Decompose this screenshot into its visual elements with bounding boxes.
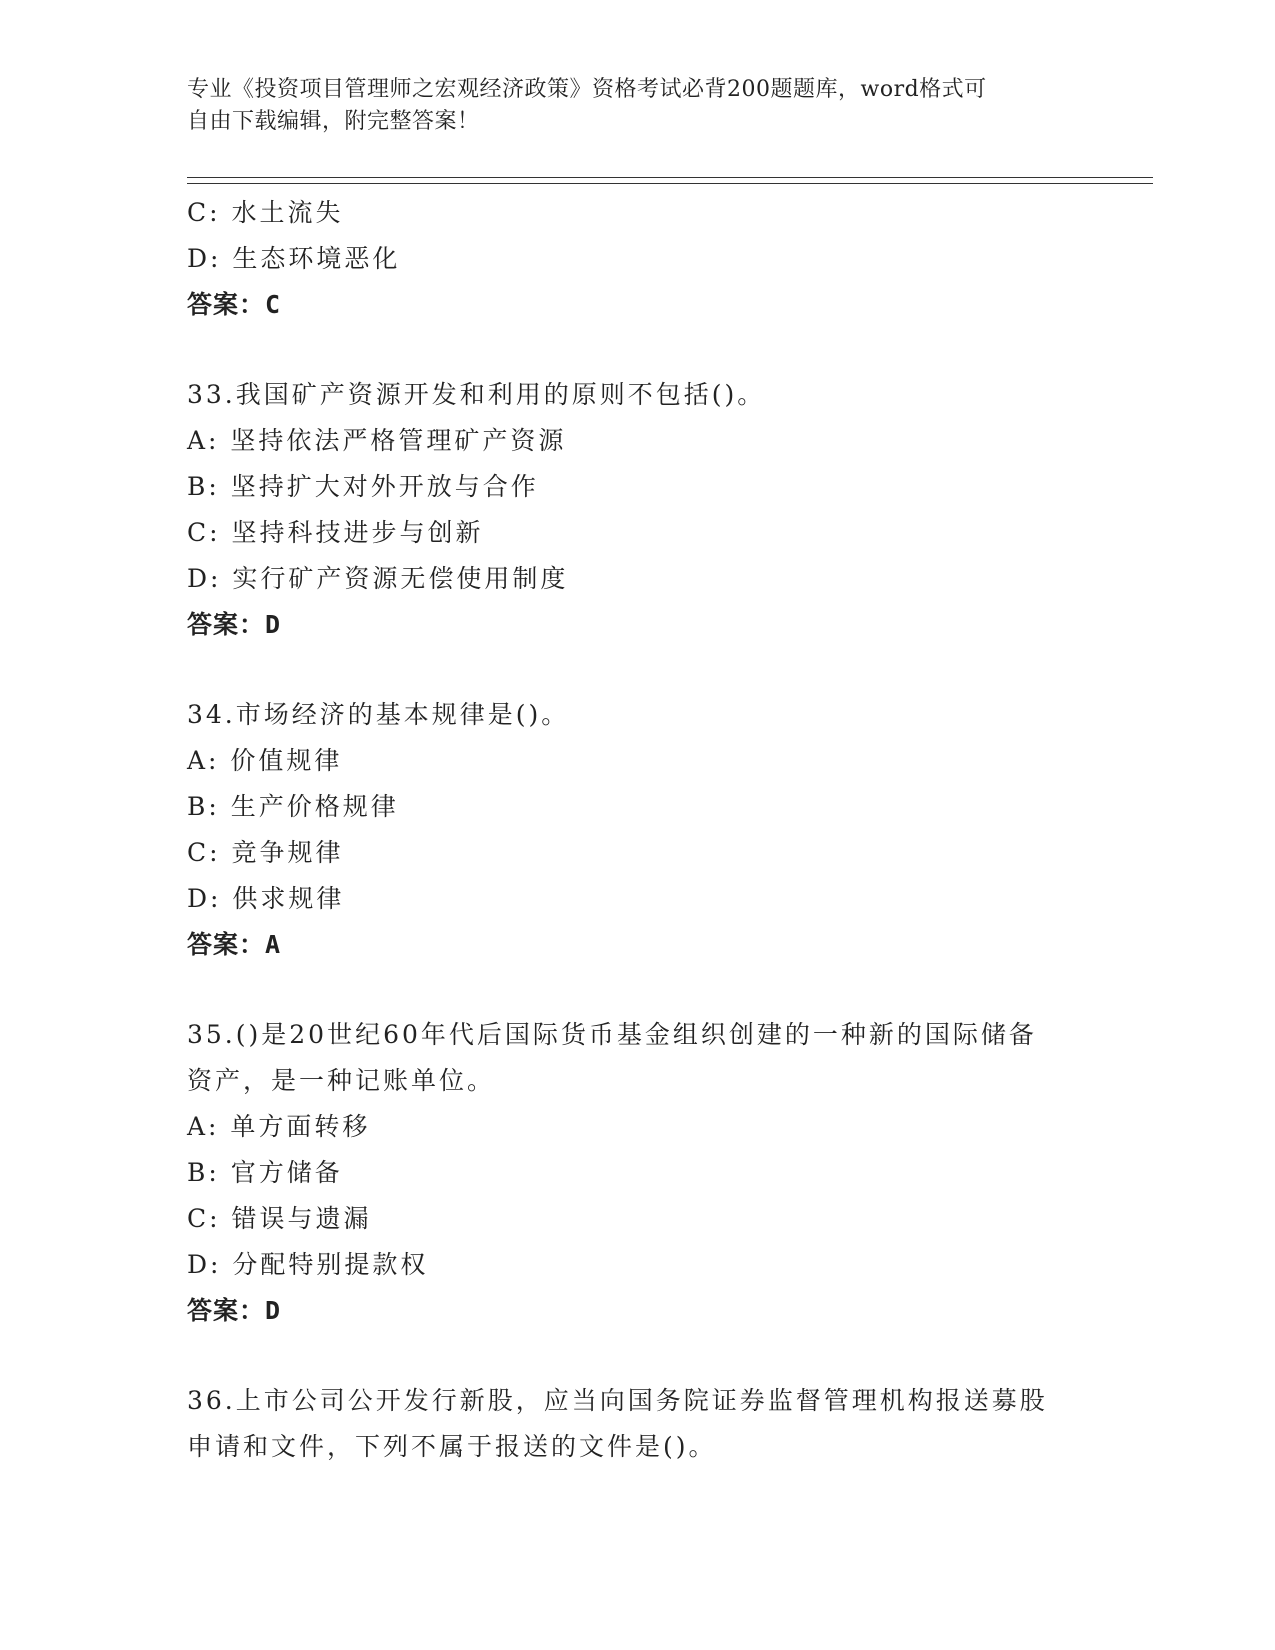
answer-value: D (265, 1296, 281, 1325)
question-text-line-1: 36.上市公司公开发行新股，应当向国务院证券监督管理机构报送募股 (187, 1386, 1048, 1415)
question-text: 33.我国矿产资源开发和利用的原则不包括()。 (187, 380, 766, 409)
answer-label: 答案： (187, 610, 266, 639)
question-text-line-1: 35.()是20世纪60年代后国际货币基金组织创建的一种新的国际储备 (187, 1020, 1037, 1049)
option-c: C: 水土流失 (187, 198, 344, 227)
answer-value: C (265, 290, 281, 319)
header-line-1: 专业《投资项目管理师之宏观经济政策》资格考试必背200题题库，word格式可 (187, 77, 987, 102)
question-34 (187, 692, 1087, 968)
option-c: C: 错误与遗漏 (187, 1204, 372, 1233)
question-36 (187, 1378, 1087, 1470)
option-d: D: 供求规律 (187, 884, 345, 913)
option-d: D: 生态环境恶化 (187, 244, 401, 273)
question-35 (187, 1012, 1087, 1334)
question-33 (187, 372, 1087, 648)
answer-label: 答案： (187, 1296, 266, 1325)
option-d: D: 分配特别提款权 (187, 1250, 429, 1279)
option-b: B: 生产价格规律 (187, 792, 399, 821)
answer-value: A (265, 930, 281, 959)
option-a: A: 单方面转移 (187, 1112, 371, 1141)
question-text-line-2: 资产，是一种记账单位。 (187, 1066, 496, 1095)
answer-line (187, 602, 1087, 648)
option-c: C: 竞争规律 (187, 838, 344, 867)
answer-line (187, 282, 1087, 328)
header-divider-top (187, 177, 1153, 178)
question-text: 34.市场经济的基本规律是()。 (187, 700, 570, 729)
answer-line (187, 922, 1087, 968)
option-b: B: 坚持扩大对外开放与合作 (187, 472, 539, 501)
answer-line (187, 1288, 1087, 1334)
header-line-2: 自由下载编辑，附完整答案！ (187, 109, 480, 134)
option-a: A: 坚持依法严格管理矿产资源 (187, 426, 567, 455)
option-a: A: 价值规律 (187, 746, 343, 775)
answer-label: 答案： (187, 290, 266, 319)
answer-value: D (265, 610, 281, 639)
option-c: C: 坚持科技进步与创新 (187, 518, 484, 547)
option-b: B: 官方储备 (187, 1158, 343, 1187)
answer-label: 答案： (187, 930, 266, 959)
header-divider-bottom (187, 183, 1153, 184)
question-list (187, 190, 1087, 1470)
question-text-line-2: 申请和文件，下列不属于报送的文件是()。 (187, 1432, 717, 1461)
document-header (187, 74, 1067, 138)
question-fragment (187, 190, 1087, 328)
option-d: D: 实行矿产资源无偿使用制度 (187, 564, 569, 593)
